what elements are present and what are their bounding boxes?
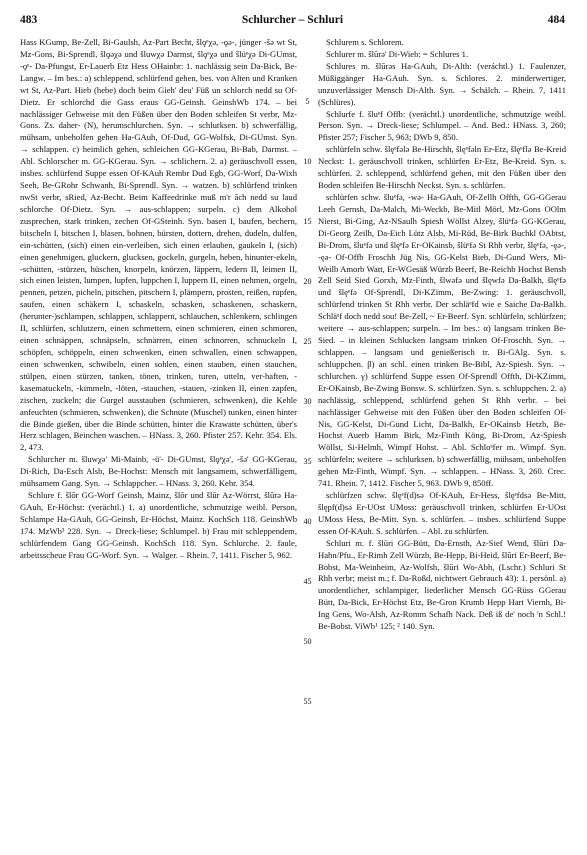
line-number: 25	[303, 337, 312, 346]
running-head-title: Schlurcher – Schluri	[241, 14, 344, 26]
entry-schluri: Schluri m. f. šlūri GG-Bütt, Da-Ernsth, Az-Sief Wend, šlūri Da-Hahn/Pfu., Er-Rimh Zell Würzb, Be-Hepp, Bi-Heid, šlūri Er-Beerf, Be-Bobst, Ma-Weinheim, Az-Wolfsh, šlūri Wo-Abh, (Lschr.) Schluri St Rhh verbr; meist m.; f. Da-Roßd, nichtwert Gebrauch 43): 1. persönl. a) unordentlicher, schlampiger, liederlicher Mensch GG-Rüss GGerau Bütt, Da-Bick, Er-Höchst Etz, Be-Gron Krumb Hepp Hart Viernh, Bi-Ing Gens, Wo-Alsh, Az-Romm Schafh Nack. Deß iß de' noch 'n Schl.! Be-Bobst. ViWb¹ 125; ² 140. Syn.	[318, 537, 566, 632]
entry-schlurem: Schlurem s. Schlorem.	[326, 37, 404, 47]
line-number: 5	[305, 97, 310, 106]
entry-schlurer: Schlurer m. šlūrə' Di-Wieb: = Schlures 1.	[326, 48, 469, 59]
line-number-gutter	[297, 37, 318, 845]
line-number: 40	[303, 517, 312, 526]
left-column	[20, 37, 297, 845]
entry-schluerfeln: schlürfeln schw. šlęᵉfələ Be-Hirschh, šlęᵉfəln Er-Etz, šlęᵉflə Be-Kreid Neckst: 1. geräuschvoll trinken, schlürfen Er-Etz, Be-Kreid. Syn. s. schlürfen. 2. schleppend, schlürfend gehen, mit den Füßen über den Boden schleifen Be-Hirschh Neckst. Syn. s. schlürfen.	[318, 144, 566, 191]
entry-schlures: Schlures m. šlūrəs Ha-GAuh, Di-Alth: (veráchtl.) 1. Faulenzer, Müßiggänger Ha-GAuh. Syn. s. Schlores. 2. minderwertiger, unzuverlässiger Mensch Di-Alth. Syn. → Schälch. – Rhein. 7, 1411 (Schlüres).	[318, 60, 566, 107]
entry-schluerfzen: schlürfzen schw. šlęᵉf(d)sə Of-KAuh, Er-Hess, šlęᵉfdsə Be-Mitt, šlępf(d)sə Er-UOst UMoss: geräuschvoll trinken, schlürfen Er-UOst UMoss Hess, Be-Mitt. Syn. s. schlürfen. – insbes. schlürfend Suppe essen Of-KAuh. S. schlürfen. – Abl. zu schlürfen.	[318, 490, 566, 536]
entry-schlurfe: Schlurfe f. šluᵉf Offb: (verächtl.) unordentliche, schmutzige weibl. Person. Syn. → Dreck-liese; Schlumpel. – And. Bed.: HNass. 3, 260; Pfister 257; Fischer 5, 963; DWb 9, 850.	[318, 108, 566, 143]
line-number: 50	[303, 637, 312, 646]
entry-schlurchen-continued: Hass KGump, Be-Zell, Bi-Gaulsh, Az-Part Becht, šlǫᵉχə, -ǫə-, jünger -šə wt St, Mz-Gons, Bi-Sprendl, šlǫəχə und šluwχə Darmst, šlǫᵉχə und šlüᵉχə Di-GUmst, -ǫᵉ- Da-Pfungst, Er-Lauerb Etz Hess OHainbr: 1. nachlässig sein Da-Bick, Be-Langw. – Im bes.: a) schleppend, schlürfend gehen, bes. von Alten und Kranken wt St, Az-Part. Hieb (hebe) doch beim Gieh' deu' Füß un schlorch nedd su Of-Dietz. Er schlorchd die Gass eraus GG-Geinsh. GeinshWb 174. – bei nachlässiger Gehweise mit den Füßen über den Boden schleifen St verbr, Mz-Gons. Zs. daher- (N), herumschlurchen. Syn. → schlurksen. b) schwerfällig, mühsam, unbeholfen gehen Ha-GAuh, Of-Dud, GG-Wolfsk, Di-GUmst. Syn. → schlappen. c) heimlich gehen, schleichen GG-KGerau, Bi-Bab, Darmst. – Abl. Schlorscher m. GG-KGerau. Syn. → schlichern. 2. a) geräuschvoll essen, insbes. schlürfend Suppe essen Of-KAuh Rembr Dud Egb, GG-Worf, Da-Wixh Seeh, Be-GRohr Schwanh, Bi-Sprendl. Syn. → watzen. b) schlürfend trinken nwSt verbr, sRied, Az-Becht. Beim Kaffeedrinke muß m'r āch nedd su laud schlorche Of-Dietz. Syn. → aus-schlappen; surpeln. c) dem Alkohol zusprechen, stark trinken, zechen Of-GSteinh. Syn. basen I, baufen, bechern, bitscheln I, bitschen I, blasen, bohnen, bürsten, dottern, drehen, dudeln, dulfen, ein-schütten, (sich) einen ein-verleiben, sich einen erlauben, gaukeln I, (sich) einen genehmigen, gluckern, glucksen, gockeln, gurgeln, heben, hinunter-ekeln, -schütten, -stürzen, hüschen, knorpeln, knörzen, läppern, ledern II, leimen II, sich einen leisten, lumpen, lupfen, luppchen I, luppern II, einen nehmen, orgeln, pennen, petzen, picheln, pitschen, pitschern I, plämpern, prosten, reißen, rupfen, saufen, einen schäkern I, schaskeln, schasken, schaskenen, schaskern, (herunter-)schlampen, schlappen, schlappern, schlauchen, schlenkern, schlingen II, schlürfen, schlutzern, einen schmettern, einen schmieren, einen schmoren, einen schnäppen, schnäpseln, schnärren, einen schnorren, schnuckeln I, schöpfen, schöppeln, einen schwenken, einen schwallen, einen schwappen, einen schwenken, schwibeln, einen sohlen, einen stauben, einen stauchen, stülpen, einen stürzen, tanken, tönen, trinken, turen, utteln, ver-haften, -kasematuckeln, -kimmeln, -löten, -stauchen, -stauen, -zinken II, einen zapfen, zischen, zuckeln; die Gurgel ausstauben (schmieren, schwenken), die Kehle anfeuchten (schmieren, schwenken), die Schnute (Muschel) tunken, einen hinter die Binde gießen, über die Binde schütten, hinter die Krawatte schütten, über's Herz schlagen, Beinchen waschen. – HNass. 3, 260. Pfister 257. Kehr. 354. Els. 2, 473.	[20, 37, 297, 453]
line-number: 30	[303, 397, 312, 406]
entry-schlurcher: Schlurcher m. šluwχə' Mi-Mainb, -ü'- Di-GUmst, šlǫᵉχə', -šə' GG-KGerau, Di-Rich, Da-Esch Alsb, Be-Hochst: Mensch mit langsamem, schwerfälligem, mühsamem Gang. Syn. → Schlappcher. – HNass. 3, 260. Kehr. 354.	[20, 454, 297, 489]
line-number: 35	[303, 457, 312, 466]
line-number: 55	[303, 697, 312, 706]
entry-schluerfen: schlürfen schw. šluᵉfə, -wə- Ha-GAuh, Of-Zellh Offth, GG-GGerau Leeh Gernsh, Da-Malch, Mi-Weckb, Be-Mitl Mörl, Mz-Gons OOlm Nierst, Bi-Ging, Az-NSaulh Spiesh Wöllst Alzey, šlüᵉfə GG-KGerau, Di-Georg Zeilh, Da-Eich Lütz Alsb, Mi-Rüd, Be-Birk Buchkl OAbtst, Bi-Drom, šluᵉfə und šlęᵉfə Er-OKainsb, šlüᵉfə St Rhh verbr, šlęᵉfə, -ęə-, -ęə- Of-Offb Froschh Jüg Nis, GG-Kelst Bieb, Di-Gund Wers, Mi-Weilb Amorb Watt, Er-WGesäß Würzb Beerf, Be-Reichb Hochst Bensh Zell Seid Sied Gorxh, Mz-Finth, šlwəfə und šlęwfə Da-Balkh, šlęᵉfə und šlęᵉfə Of-Sprendl, Di-KZimm, Be-Zwing: 1. geräuschvoll, schlürfend trinken St Rhh verbr. Der schläᵉfd wie e Saiche Da-Balkh. Schläᵉf doch nedd sou! Be-Zell, ~ Er-Beerf. Syn. schlürfeln, schlürfzen; weitere → aus-schlappen; surpeln. – Im bes.: α) langsam trinken Be-Sied. – in kleinen Schlucken langsam trinken Of-Froschh. Syn. → schlappen. – langsam und genießerisch tr. Bi-GAlg. Syn. s. schluppchen. β) an schl. einen trinken Be-Bibl, Az-Spiesh. Syn. → schlurchen. γ) schlürfend Suppe essen Of-Sprendl Offth, Di-KZimm, Er-OKainsb, Be-Zwing Bonsw. S. schlürfzen. Syn. s. schluppchen. 2. a) nachlässig, schleppend, schlürfend gehen St Rhh verbr. – bei nachlässiger Gehweise mit den Füßen über den Boden schleifen Of-Nis, GG-Kelst, Di-Gund Licht, Da-Balkh, Er-OKainsb Hetzb, Be-Hochst Auerb Hamm Birk, Mz-Finth Köng, Bi-Drom, Az-Spiesh Wöllst, Si-Helmh, Wimpf Hohst. – Abl. Schloᵉfer m. Wimpf. Syn. schlürfeln; weitere → schlurksen. b) schwerfällig, mühsam, unbeholfen gehen Mz-Finth, Wimpf. Syn. → schlappen. – HNass. 3, 260. Crec. 741. Rhein. 7, 1412. Fischer 5, 963. DWb 9, 850ff.	[318, 191, 566, 489]
running-header	[20, 14, 565, 30]
entry-schlure: Schlure f. šlōr GG-Worf Geinsh, Mainz, šlōr und šlūr Az-Wörrst, šlūrə Ha-GAuh, Er-Höchst: (verächtl.) 1. a) unordentliche, schmutzige weibl. Person, Schlampe Ha-GAuh, GG-Geinsh, Er-Höchst, Mainz. KochSch 118. GeinshWb 174. MzWb³ 228. Syn. → Dreck-liese; Schlumpel. b) Frau mit schleppendem, schlürfendem Gang GG-Geinsh. KochSch 118. Syn. Schlurche. 2. faule, arbeitsscheue Frau GG-Worf. Syn. → Walger. – Rhein. 7, 1411. Fischer 5, 962.	[20, 490, 297, 560]
right-column	[318, 37, 566, 845]
page-number-right: 484	[547, 14, 565, 26]
page-number-left: 483	[20, 14, 38, 26]
line-number: 20	[303, 277, 312, 286]
line-number: 15	[303, 217, 312, 226]
line-number: 45	[303, 577, 312, 586]
line-number: 10	[303, 157, 312, 166]
